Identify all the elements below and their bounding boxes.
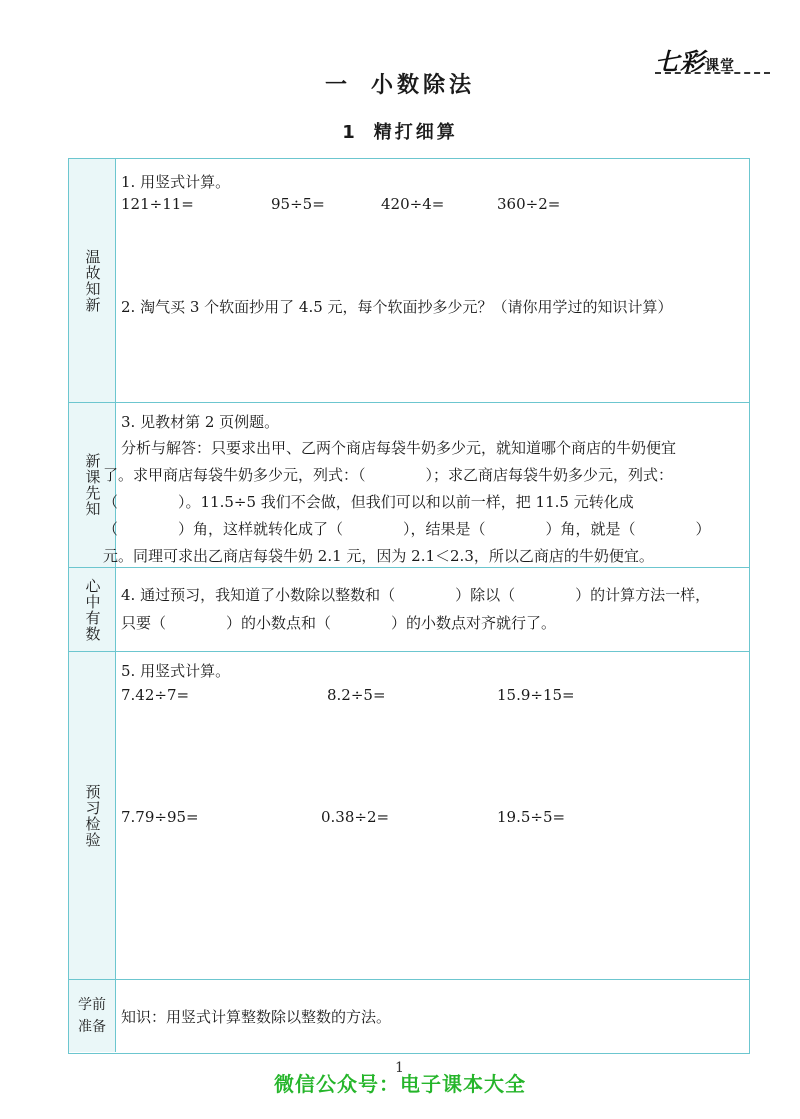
question-4-line: 只要（ ）的小数点和（ ）的小数点对齐就行了。 (121, 614, 557, 632)
paragraph-line: 了。求甲商店每袋牛奶多少元，列式：（ ）；求乙商店每袋牛奶多少元，列式： (103, 466, 674, 484)
section-preview (69, 402, 749, 567)
section-label-prep: 学前 准备 (69, 980, 116, 1052)
section-label-review: 温故知新 (69, 159, 116, 402)
paragraph-line: 元。同理可求出乙商店每袋牛奶 2.1 元，因为 2.1＜2.3，所以乙商店的牛奶便宜。 (103, 547, 654, 565)
prep-text: 知识：用竖式计算整数除以整数的方法。 (121, 1008, 392, 1026)
exercise-item: 7.79÷95= (121, 808, 199, 826)
worksheet-table (68, 158, 750, 1054)
section-label-mind: 心中有数 (69, 568, 116, 651)
question-5: 5. 用竖式计算。 (121, 662, 231, 680)
exercise-item: 8.2÷5= (327, 686, 386, 704)
section-review (69, 159, 749, 402)
exercise-item: 360÷2= (497, 195, 561, 213)
section-mind (69, 567, 749, 651)
paragraph-line: （ ）。11.5÷5 我们不会做，但我们可以和以前一样，把 11.5 元转化成 (103, 493, 634, 511)
lesson-title: 1 精打细算 (342, 122, 458, 143)
question-1: 1. 用竖式计算。 (121, 173, 231, 191)
exercise-item: 121÷11= (121, 195, 194, 213)
section-check (69, 651, 749, 979)
exercise-item: 0.38÷2= (321, 808, 390, 826)
brand-logo: 七彩课堂 (655, 48, 735, 76)
chapter-title: 一 小数除法 (324, 73, 476, 98)
paragraph-line: 分析与解答：只要求出甲、乙两个商店每袋牛奶多少元，就知道哪个商店的牛奶便宜 (121, 439, 677, 457)
exercise-item: 7.42÷7= (121, 686, 190, 704)
paragraph-line: （ ）角，这样就转化成了（ ），结果是（ ）角，就是（ ） (103, 520, 711, 538)
question-2: 2. 淘气买 3 个软面抄用了 4.5 元，每个软面抄多少元？（请你用学过的知识计算） (121, 298, 673, 316)
exercise-item: 420÷4= (381, 195, 445, 213)
section-label-preview: 新课先知 (69, 403, 116, 567)
section-label-check: 预习检验 (69, 652, 116, 979)
page-number: 1 (395, 1060, 404, 1076)
question-4-line: 4. 通过预习，我知道了小数除以整数和（ ）除以（ ）的计算方法一样， (121, 586, 711, 604)
footer-watermark: 微信公众号：电子课本大全 (274, 1072, 526, 1096)
exercise-item: 95÷5= (271, 195, 325, 213)
exercise-item: 15.9÷15= (497, 686, 575, 704)
section-prep (69, 979, 749, 1052)
question-3: 3. 见教材第 2 页例题。 (121, 413, 280, 431)
exercise-item: 19.5÷5= (497, 808, 566, 826)
